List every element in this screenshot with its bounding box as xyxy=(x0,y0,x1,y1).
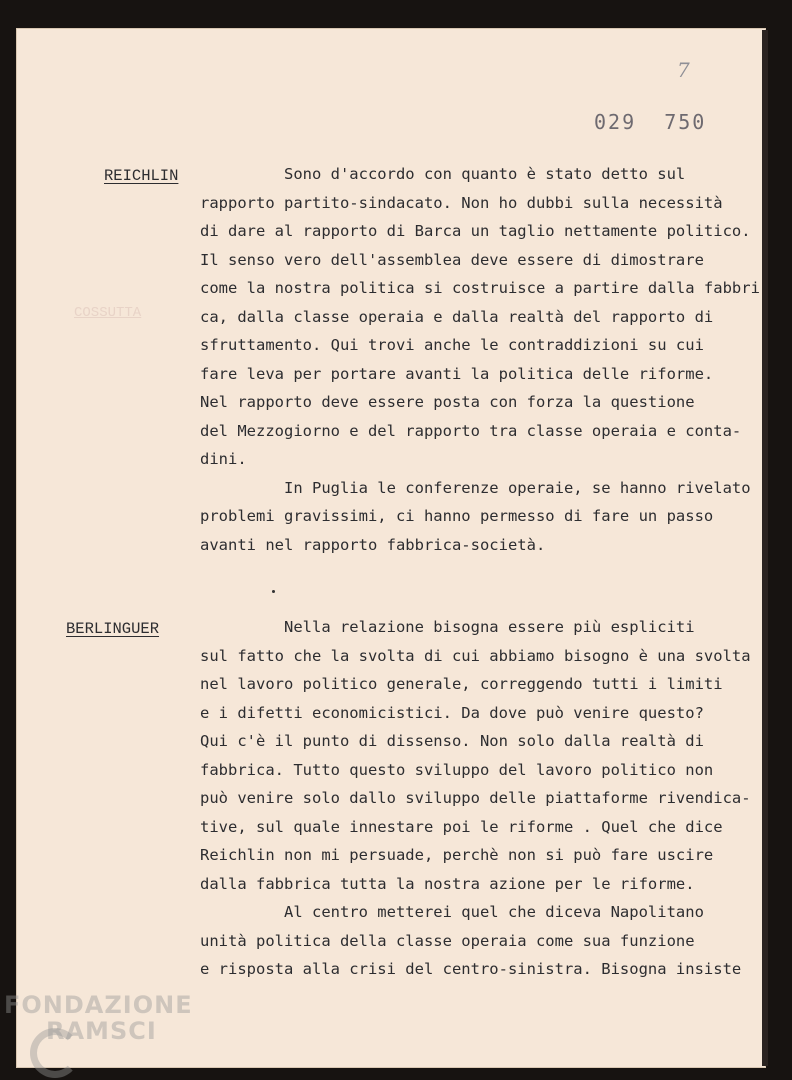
text-line: Sono d'accordo con quanto è stato detto sul xyxy=(200,165,686,183)
text-line: avanti nel rapporto fabbrica-società. xyxy=(200,535,546,554)
speaker-label-reichlin: REICHLIN xyxy=(104,167,179,185)
text-line: rapporto partito-sindacato. Non ho dubbi sulla necessità xyxy=(200,193,723,212)
text-line: sfruttamento. Qui trovi anche le contraddizioni su cui xyxy=(200,336,704,354)
speech-text-reichlin xyxy=(200,160,760,559)
text-line: Reichlin non mi persuade, perchè non si può fare uscire xyxy=(200,846,714,864)
text-line: e i difetti economicistici. Da dove può venire questo? xyxy=(200,703,704,722)
fondazione-gramsci-watermark xyxy=(4,992,193,1044)
text-line: In Puglia le conferenze operaie, se hanno rivelato xyxy=(200,478,751,497)
text-line: Qui c'è il punto di dissenso. Non solo dalla realtà di xyxy=(200,732,704,750)
text-line: dini. xyxy=(200,450,247,468)
text-line: fare leva per portare avanti la politica delle riforme. xyxy=(200,364,714,383)
speech-text-berlinguer xyxy=(200,613,760,984)
text-line: dalla fabbrica tutta la nostra azione per le riforme. xyxy=(200,874,695,893)
text-line: tive, sul quale innestare poi le riforme . Quel che dice xyxy=(200,817,723,836)
text-line: nel lavoro politico generale, correggendo tutti i limiti xyxy=(200,675,723,693)
text-line: ca, dalla classe operaia e dalla realtà del rapporto di xyxy=(200,307,714,326)
bleed-through-name: COSSUTTA xyxy=(74,305,142,321)
text-line: di dare al rapporto di Barca un taglio nettamente politico. xyxy=(200,222,751,240)
stray-ink-dot xyxy=(272,590,275,593)
archive-stamp-number: 029 750 xyxy=(594,110,707,134)
speaker-label-berlinguer: BERLINGUER xyxy=(66,620,160,638)
text-line: unità politica della classe operaia come sua funzione xyxy=(200,931,695,950)
watermark-g-logo-icon xyxy=(30,1028,80,1078)
watermark-line-2: RAMSCI xyxy=(46,1017,157,1045)
text-line: sul fatto che la svolta di cui abbiamo bisogno è una svolta xyxy=(200,646,751,665)
text-line: fabbrica. Tutto questo sviluppo del lavoro politico non xyxy=(200,760,714,779)
text-line: Nel rapporto deve essere posta con forza la questione xyxy=(200,393,695,411)
text-line: e risposta alla crisi del centro-sinistra. Bisogna insiste xyxy=(200,960,742,978)
text-line: Al centro metterei quel che diceva Napolitano xyxy=(200,903,704,921)
text-line: può venire solo dallo sviluppo delle piattaforme rivendica- xyxy=(200,789,751,807)
text-line: problemi gravissimi, ci hanno permesso di fare un passo xyxy=(200,507,714,525)
text-line: Nella relazione bisogna essere più espliciti xyxy=(200,618,695,636)
text-line: Il senso vero dell'assemblea deve essere di dimostrare xyxy=(200,250,704,269)
handwritten-page-number: 7 xyxy=(677,58,690,82)
text-line: del Mezzogiorno e del rapporto tra classe operaia e conta- xyxy=(200,421,742,440)
text-line: come la nostra politica si costruisce a partire dalla fabbri xyxy=(200,279,760,297)
page-edge xyxy=(762,30,768,1066)
watermark-line-1: FONDAZIONE xyxy=(4,991,193,1019)
